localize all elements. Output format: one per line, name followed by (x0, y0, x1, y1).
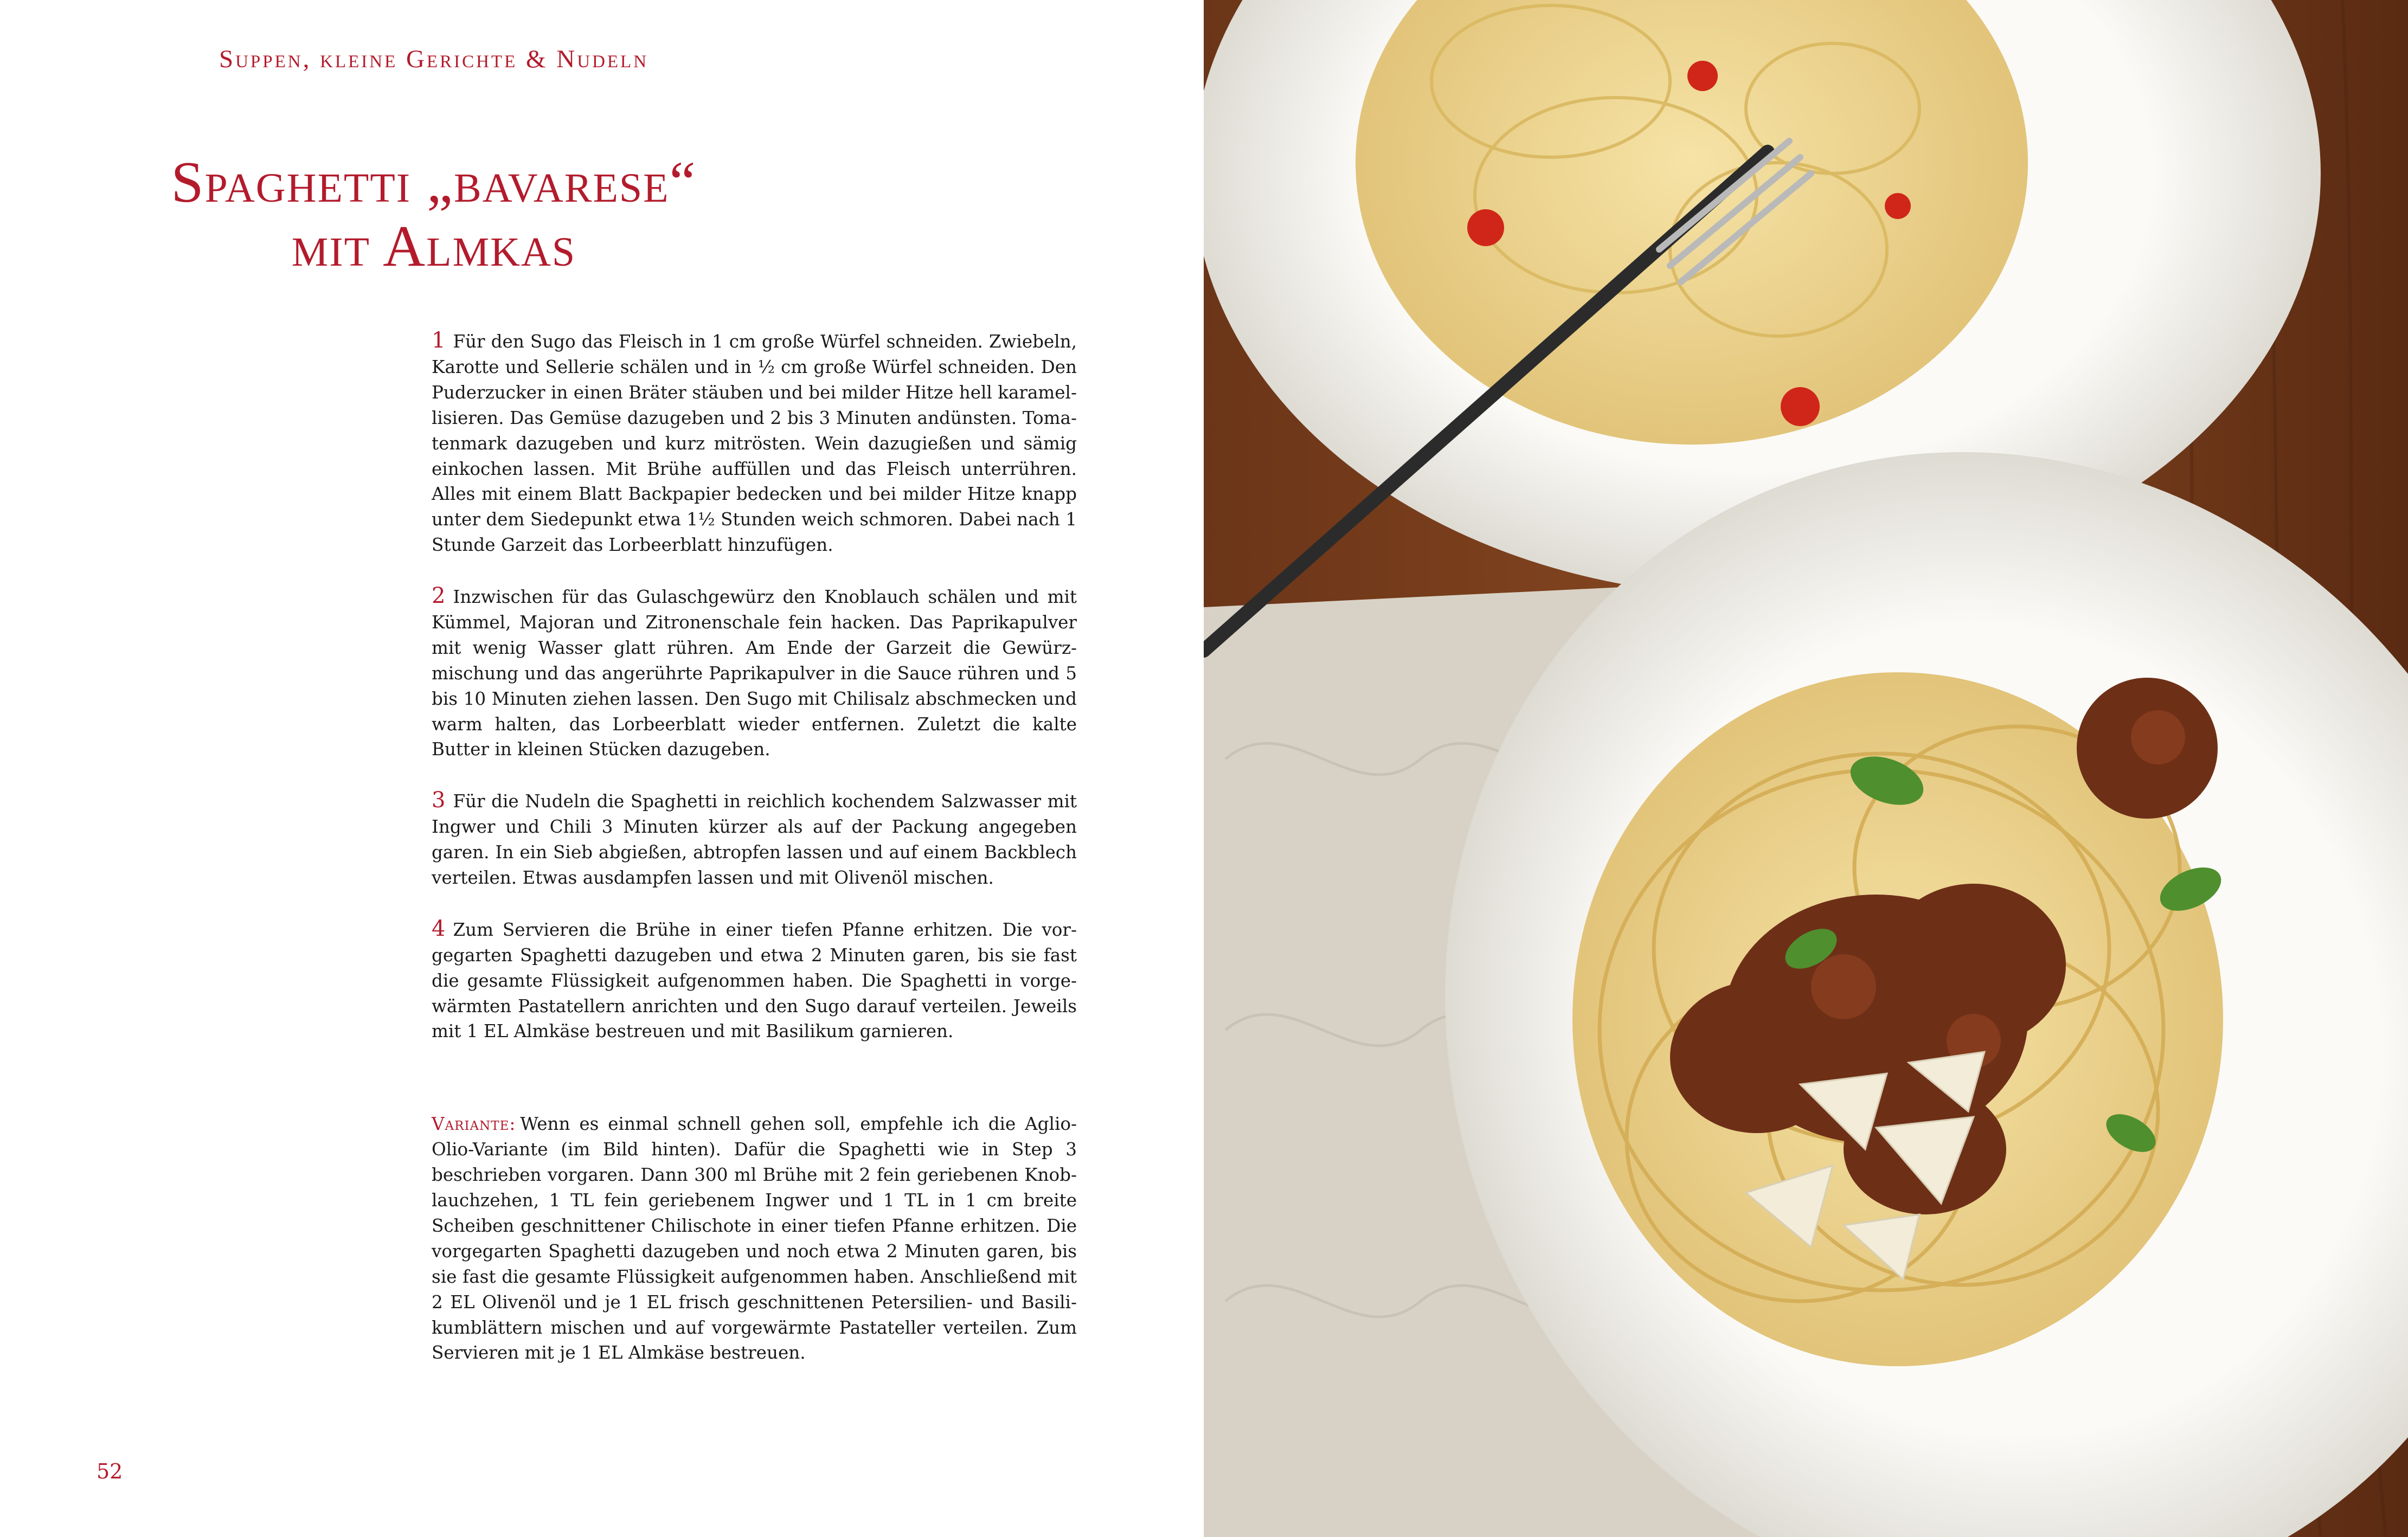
variant-text: Wenn es einmal schnell gehen soll, empfehle ich die Aglio-Olio-Variante (im Bild hinten). Dafür die Spaghetti wie in Step 3 beschrieben vorgaren. Dann 300 ml Brühe mit 2 fein geriebenen Knoblauchzehen, 1 TL fein geriebenem Ingwer und 1 TL in 1 cm breite Scheiben geschnittener Chilischote in einer tiefen Pfanne erhitzen. Die vorgegarten Spaghetti dazugeben und noch etwa 2 Minuten garen, bis sie fast die gesamte Flüssigkeit aufgenommen haben. Anschließend mit 2 EL Olivenöl und je 1 EL frisch geschnittenen Petersilien- und Basilikumblättern mischen und auf vorgewärmte Pastateller verteilen. Zum Servieren mit je 1 EL Almkäse bestreuen. (432, 1114, 1077, 1364)
step-text: Inzwischen für das Gulaschgewürz den Knoblauch schälen und mit Kümmel, Majoran und Zitronenschale fein hacken. Das Paprikapulver mit wenig Wasser glatt rühren. Am Ende der Garzeit die Gewürzmischung und das angerührte Paprikapulver in die Sauce rühren und 5 bis 10 Minuten ziehen lassen. Den Sugo mit Chilisalz abschmecken und warm halten, das Lorbeerblatt wieder entfernen. Zuletzt die kalte Butter in kleinen Stücken dazugeben. (432, 587, 1077, 760)
step-number: 2 (432, 583, 446, 609)
step-text: Für den Sugo das Fleisch in 1 cm große Würfel schneiden. Zwiebeln, Karotte und Sellerie schälen und in ½ cm große Würfel schneiden. Den Puderzucker in einen Bräter stäuben und bei milder Hitze hell karamellisieren. Das Gemüse dazugeben und 2 bis 3 Minuten andünsten. Tomatenmark dazugeben und kurz mitrösten. Wein dazugießen und sämig einkochen lassen. Mit Brühe auffüllen und das Fleisch unterrühren. Alles mit einem Blatt Backpapier bedecken und bei milder Hitze knapp unter dem Siedepunkt etwa 1½ Stunden weich schmoren. Dabei nach 1 Stunde Garzeit das Lorbeerblatt hinzufügen. (432, 331, 1077, 556)
variant-label: Variante: (432, 1114, 516, 1135)
step-1 (432, 328, 1077, 558)
variant-note (432, 1111, 1077, 1366)
recipe-title (0, 151, 868, 279)
instructions (432, 328, 1077, 1391)
step-number: 3 (432, 788, 446, 813)
recipe-title-line-1: Spaghetti „bavarese“ (171, 150, 697, 215)
step-2 (432, 583, 1077, 762)
step-4 (432, 916, 1077, 1045)
step-text: Zum Servieren die Brühe in einer tiefen Pfanne erhitzen. Die vorgegarten Spaghetti dazugeben und etwa 2 Minuten garen, bis sie fast die gesamte Flüssigkeit aufgenommen haben. Die Spaghetti in vorgewärmten Pastatellern anrichten und den Sugo darauf verteilen. Jeweils mit 1 EL Almkäse bestreuen und mit Basilikum garnieren. (432, 919, 1077, 1042)
food-photo-illustration (1204, 0, 2408, 1537)
food-photo (1204, 0, 2408, 1537)
step-text: Für die Nudeln die Spaghetti in reichlich kochendem Salzwasser mit Ingwer und Chili 3 Minuten kürzer als auf der Packung angegeben garen. In ein Sieb abgießen, abtropfen lassen und auf einem Backblech verteilen. Etwas ausdampfen lassen und mit Olivenöl mischen. (432, 791, 1077, 888)
page-number: 52 (97, 1459, 123, 1483)
recipe-title-line-2: mit Almkas (291, 214, 576, 279)
step-number: 1 (432, 328, 446, 353)
step-3 (432, 788, 1077, 891)
step-number: 4 (432, 916, 446, 941)
section-header: Suppen, kleine Gerichte & Nudeln (219, 45, 649, 73)
